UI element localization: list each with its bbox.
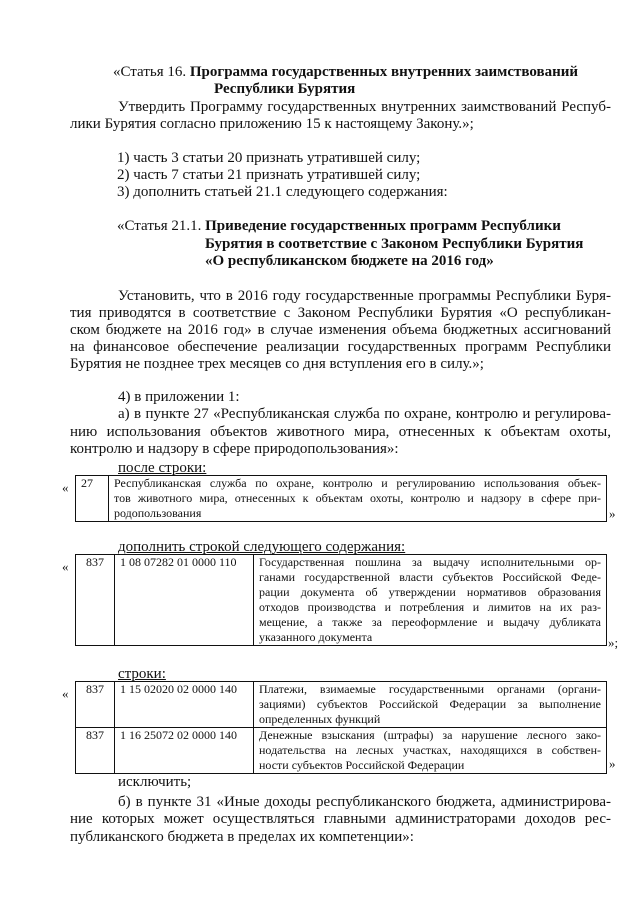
article-21-1-body-line-3: ском бюджете на 2016 год» в случае изменения объема бюджетных ассигнований	[70, 322, 611, 338]
table-2-admin: 837	[76, 555, 115, 646]
table-row	[76, 728, 607, 774]
add-row-label: дополнить строкой следующего содержания:	[118, 539, 406, 555]
table-1-text: Республиканская служба по охране, контролю и регулированию использования объек- тов животного мира, отнесенных к объектам охоты, контролю и надзору в сфере при- родопользования	[109, 476, 607, 522]
item-b-line-2: ние которых может осуществляться главными администраторами доходов рес-	[70, 811, 611, 827]
article-21-1-heading-line-3	[205, 253, 494, 270]
table-2	[75, 554, 607, 646]
table-3-row-1-text: Платежи, взимаемые государственными органами (органи- зациями) субъектов Российской Федерации за выполнение определенных функций	[254, 682, 607, 728]
article-21-1-title-1: Приведение государственных программ Республики	[205, 218, 561, 234]
table-3	[75, 681, 607, 774]
table-3-close-quote: »	[609, 756, 616, 771]
article-16-heading-line-2	[214, 81, 355, 98]
table-2-open-quote: «	[62, 559, 69, 574]
article-16-heading-line-1	[113, 64, 578, 81]
table-row	[76, 555, 607, 646]
table-1-open-quote: «	[62, 480, 69, 495]
table-1	[75, 475, 607, 522]
table-2-close-quote: »;	[608, 635, 619, 650]
table-3-row-1-admin: 837	[76, 682, 115, 728]
item-b-line-1: б) в пункте 31 «Иные доходы республиканского бюджета, администрирова-	[118, 794, 611, 810]
article-21-1-body-line-4: на финансовое обеспечение реализации государственных программ Республики	[70, 339, 611, 355]
table-row	[76, 476, 607, 522]
table-3-row-2-admin: 837	[76, 728, 115, 774]
article-21-1-heading-line-2	[205, 236, 583, 253]
table-3-open-quote: «	[62, 686, 69, 701]
list-item-3: 3) дополнить статьей 21.1 следующего содержания:	[117, 184, 448, 200]
rows-label: строки:	[118, 666, 166, 682]
table-2-kbk: 1 08 07282 01 0000 110	[115, 555, 254, 646]
item-4-a-line-3: контролю и надзору в сфере природопользования»:	[70, 441, 399, 457]
after-row-label: после строки:	[118, 460, 207, 476]
table-2-text: Государственная пошлина за выдачу исполнительными ор- ганами государственной власти субъектов Российской Феде- рации документа об утверждении нормативов образования отходов производства и потребления и лимитов на их раз- мещение, а также за переоформление и выдачу дубликата указанного документа	[254, 555, 607, 646]
article-16-body-line-2: лики Бурятия согласно приложению 15 к настоящему Закону.»;	[70, 116, 474, 132]
article-16-title-1: Программа государственных внутренних заимствований	[189, 64, 579, 80]
article-16-body-line-1: Утвердить Программу государственных внутренних заимствований Респуб-	[118, 99, 611, 115]
table-1-code: 27	[76, 476, 109, 522]
item-4-a-line-2: нию использования объектов животного мира, отнесенных к объектам охоты,	[70, 424, 611, 440]
article-16-prefix: «Статья 16.	[113, 64, 187, 80]
table-row	[76, 682, 607, 728]
article-21-1-body-line-2: тия приводятся в соответствие с Законом Республики Бурятия «О республикан-	[70, 305, 611, 321]
article-21-1-prefix: «Статья 21.1.	[117, 218, 202, 234]
item-b-line-3: публиканского бюджета в пределах их компетенции»:	[70, 829, 414, 845]
item-4-a-line-1: а) в пункте 27 «Республиканская служба по охране, контролю и регулирова-	[118, 406, 611, 422]
exclude-label: исключить;	[118, 774, 192, 790]
article-21-1-heading-line-1	[117, 218, 561, 235]
list-item-2: 2) часть 7 статьи 21 признать утратившей силу;	[117, 167, 421, 183]
article-16-title-2: Республики Бурятия	[214, 81, 356, 97]
article-21-1-title-3: «О республиканском бюджете на 2016 год»	[205, 253, 494, 269]
article-21-1-body-line-1: Установить, что в 2016 году государственные программы Республики Буря-	[118, 288, 611, 304]
table-3-row-2-kbk: 1 16 25072 02 0000 140	[115, 728, 254, 774]
list-item-1: 1) часть 3 статьи 20 признать утратившей силу;	[117, 150, 421, 166]
table-3-row-2-text: Денежные взыскания (штрафы) за нарушение лесного зако- нодательства на лесных участках, находящихся в собствен- ности субъектов Российской Федерации	[254, 728, 607, 774]
item-4-heading: 4) в приложении 1:	[118, 389, 240, 405]
article-21-1-body-line-5: Бурятия не позднее трех месяцев со дня вступления его в силу.»;	[70, 356, 484, 372]
article-21-1-title-2: Бурятия в соответствие с Законом Республики Бурятия	[205, 236, 584, 252]
table-1-close-quote: »	[609, 506, 616, 521]
table-3-row-1-kbk: 1 15 02020 02 0000 140	[115, 682, 254, 728]
